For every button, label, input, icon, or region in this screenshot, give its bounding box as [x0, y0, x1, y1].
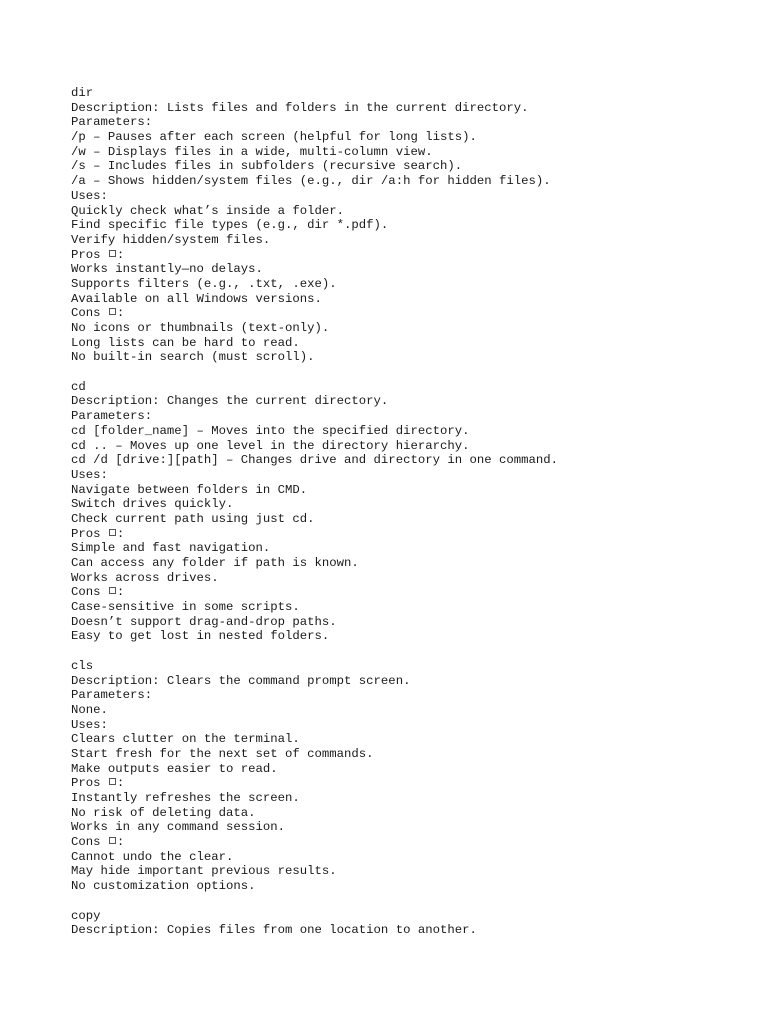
cons-heading: Cons :: [71, 585, 125, 600]
parameter-item: /w – Displays files in a wide, multi-column view.: [71, 144, 433, 159]
missing-glyph-icon: [109, 308, 116, 315]
parameter-item: /a – Shows hidden/system files (e.g., dir /a:h for hidden files).: [71, 174, 551, 189]
cons-heading: Cons :: [71, 835, 125, 850]
missing-glyph-icon: [109, 837, 116, 844]
uses-heading: Uses:: [71, 467, 108, 482]
con-item: Case-sensitive in some scripts.: [71, 600, 300, 615]
parameter-item: cd /d [drive:][path] – Changes drive and directory in one command.: [71, 453, 559, 468]
parameter-item: /s – Includes files in subfolders (recursive search).: [71, 159, 463, 174]
command-name: cd: [71, 379, 86, 394]
command-section-dir: [71, 86, 751, 365]
uses-heading: Uses:: [71, 188, 108, 203]
pro-item: Works instantly—no delays.: [71, 262, 263, 277]
pros-heading-text: Pros: [71, 526, 101, 541]
command-name: dir: [71, 86, 94, 100]
command-section-copy: [71, 909, 751, 938]
missing-glyph-icon: [109, 778, 116, 785]
document-body: [71, 86, 751, 953]
command-name: copy: [71, 908, 101, 923]
pros-heading: Pros :: [71, 776, 125, 791]
pro-item: Works in any command session.: [71, 820, 286, 835]
pro-item: Can access any folder if path is known.: [71, 556, 359, 570]
parameters-heading: Parameters:: [71, 409, 153, 424]
use-item: Navigate between folders in CMD.: [71, 482, 308, 497]
con-item: Easy to get lost in nested folders.: [71, 629, 330, 644]
missing-glyph-icon: [109, 529, 116, 536]
command-description: Description: Clears the command prompt screen.: [71, 673, 411, 688]
pros-heading: Pros :: [71, 247, 125, 262]
parameters-heading: Parameters:: [71, 688, 153, 703]
pros-heading-text: Pros: [71, 776, 101, 791]
parameter-item: cd .. – Moves up one level in the directory hierarchy.: [71, 438, 470, 453]
pro-item: Supports filters (e.g., .txt, .exe).: [71, 276, 337, 291]
con-item: May hide important previous results.: [71, 864, 337, 879]
command-name: cls: [71, 658, 94, 673]
command-section-cd: [71, 380, 751, 644]
use-item: Verify hidden/system files.: [71, 232, 271, 247]
con-item: No customization options.: [71, 879, 256, 894]
use-item: Make outputs easier to read.: [71, 761, 278, 776]
pro-item: Works across drives.: [71, 570, 219, 585]
pro-item: No risk of deleting data.: [71, 805, 256, 820]
cons-heading: Cons :: [71, 306, 125, 321]
command-description: Description: Lists files and folders in the current directory.: [71, 100, 529, 115]
con-item: No icons or thumbnails (text-only).: [71, 321, 330, 335]
con-item: Cannot undo the clear.: [71, 849, 234, 864]
cons-heading-text: Cons: [71, 835, 101, 850]
use-item: Start fresh for the next set of commands.: [71, 746, 374, 761]
use-item: Quickly check what’s inside a folder.: [71, 203, 345, 218]
pro-item: Available on all Windows versions.: [71, 291, 322, 306]
pros-heading: Pros :: [71, 526, 125, 541]
pros-heading-text: Pros: [71, 247, 101, 262]
missing-glyph-icon: [109, 587, 116, 594]
pro-item: Simple and fast navigation.: [71, 541, 271, 556]
parameter-item: None.: [71, 702, 108, 717]
cons-heading-text: Cons: [71, 306, 101, 321]
uses-heading: Uses:: [71, 717, 108, 732]
con-item: Doesn’t support drag-and-drop paths.: [71, 614, 337, 629]
use-item: Switch drives quickly.: [71, 497, 234, 512]
use-item: Clears clutter on the terminal.: [71, 732, 300, 747]
use-item: Check current path using just cd.: [71, 511, 315, 526]
missing-glyph-icon: [109, 250, 116, 257]
use-item: Find specific file types (e.g., dir *.pdf).: [71, 218, 389, 233]
parameter-item: /p – Pauses after each screen (helpful for long lists).: [71, 130, 477, 145]
command-section-cls: [71, 659, 751, 894]
pro-item: Instantly refreshes the screen.: [71, 791, 300, 805]
command-description: Description: Changes the current directory.: [71, 394, 389, 409]
command-description: Description: Copies files from one location to another.: [71, 923, 477, 938]
parameters-heading: Parameters:: [71, 115, 153, 130]
cons-heading-text: Cons: [71, 585, 101, 600]
parameter-item: cd [folder_name] – Moves into the specified directory.: [71, 423, 470, 438]
con-item: Long lists can be hard to read.: [71, 335, 300, 350]
con-item: No built-in search (must scroll).: [71, 350, 315, 365]
